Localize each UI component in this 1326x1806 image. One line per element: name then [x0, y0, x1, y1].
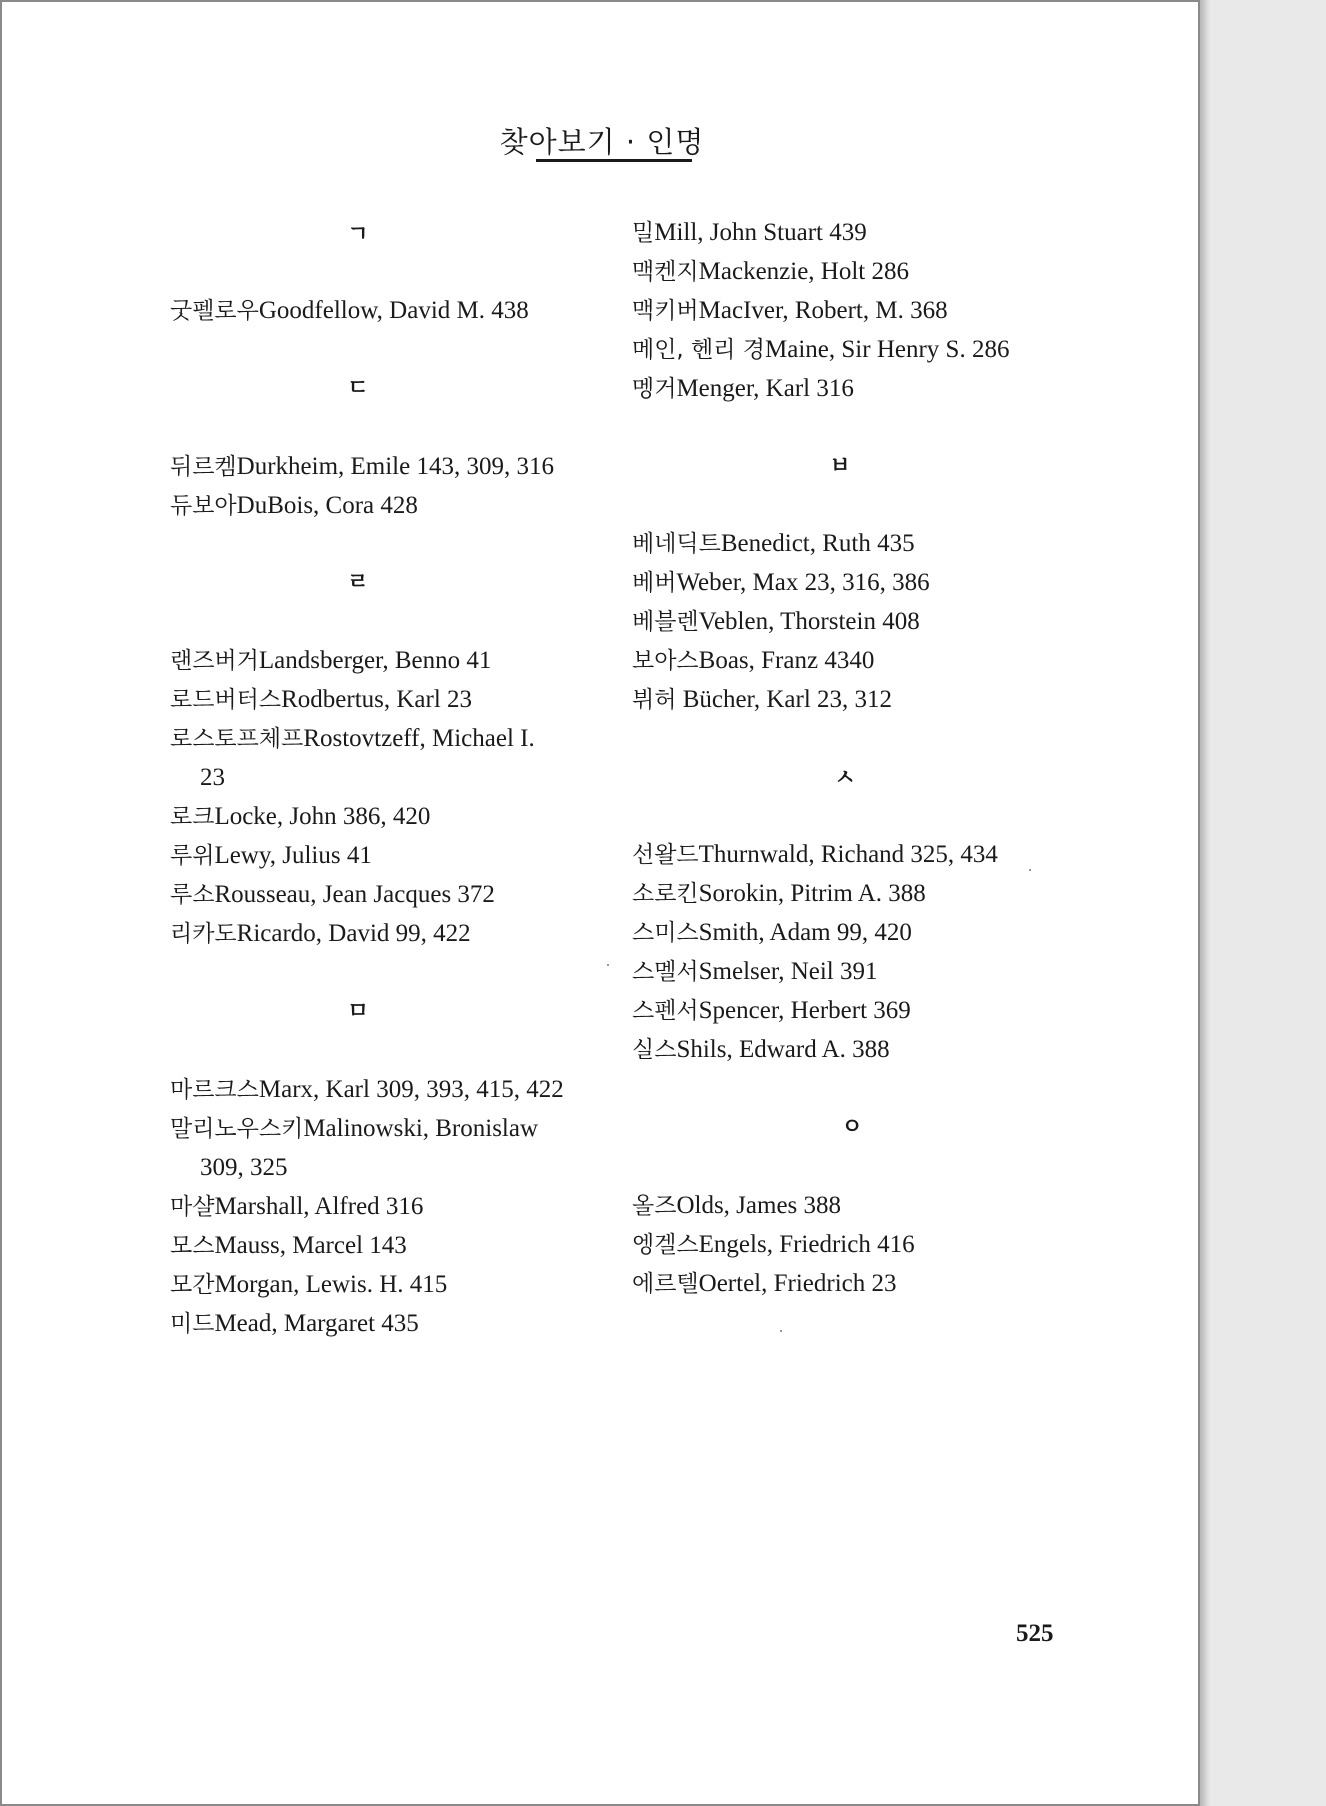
entry-text: Rodbertus, Karl 23	[281, 686, 473, 713]
index-entry	[632, 840, 998, 870]
index-entry	[632, 374, 854, 404]
entry-korean: 로크	[170, 804, 215, 830]
page-number: 525	[1016, 1620, 1054, 1647]
entry-text: Ricardo, David 99, 422	[236, 920, 471, 947]
entry-korean: 실스	[632, 1037, 677, 1063]
entry-text: Spencer, Herbert 369	[698, 997, 911, 1024]
entry-korean: 맥키버	[632, 298, 699, 324]
entry-text: Goodfellow, David M. 438	[258, 297, 529, 324]
index-entry	[632, 1230, 915, 1260]
section-letter-rieul: ㄹ	[347, 570, 369, 595]
section-letter-bieup: ㅂ	[829, 454, 851, 479]
entry-text: Marshall, Alfred 316	[214, 1193, 424, 1220]
entry-text: Lewy, Julius 41	[214, 842, 372, 869]
section-letter-giyeok: ㄱ	[347, 222, 369, 247]
index-entry	[170, 802, 430, 832]
entry-korean: 밀	[632, 220, 655, 246]
page-edge-shadow	[1200, 0, 1210, 1806]
entry-korean: 스펜서	[632, 998, 699, 1024]
entry-text: Veblen, Thorstein 408	[698, 608, 920, 635]
entry-korean: 올즈	[632, 1193, 677, 1219]
entry-text: Maine, Sir Henry S. 286	[765, 336, 1010, 363]
entry-korean: 랜즈버거	[170, 648, 259, 674]
index-entry	[170, 1231, 407, 1261]
entry-korean: 마샬	[170, 1194, 215, 1220]
entry-korean: 모스	[170, 1233, 215, 1259]
index-entry	[632, 1191, 841, 1221]
index-entry	[632, 296, 948, 326]
entry-korean: 선왈드	[632, 842, 699, 868]
entry-text: Rousseau, Jean Jacques 372	[214, 881, 495, 908]
index-entry	[170, 685, 472, 715]
entry-text: Weber, Max 23, 316, 386	[676, 569, 930, 596]
section-letter-digeut: ㄷ	[347, 376, 369, 401]
entry-korean: 보아스	[632, 648, 699, 674]
index-entry	[170, 1192, 423, 1222]
entry-text: Shils, Edward A. 388	[676, 1036, 890, 1063]
entry-text: Menger, Karl 316	[676, 375, 854, 402]
entry-text: Smelser, Neil 391	[698, 958, 878, 985]
entry-korean: 로스토프체프	[170, 726, 304, 752]
index-entry	[632, 918, 912, 948]
index-entry	[170, 1309, 419, 1339]
entry-korean: 뒤르켐	[170, 454, 237, 480]
index-entry	[632, 646, 874, 676]
entry-korean: 메인, 헨리 경	[632, 337, 766, 363]
entry-text: Rostovtzeff, Michael I.	[303, 725, 535, 752]
index-entry	[632, 529, 915, 559]
index-entry	[632, 685, 892, 715]
entry-korean: 에르텔	[632, 1271, 699, 1297]
section-letter-ieung: ㅇ	[841, 1115, 863, 1140]
entry-text: Durkheim, Emile 143, 309, 316	[236, 453, 554, 480]
entry-text: Mauss, Marcel 143	[214, 1232, 407, 1259]
entry-korean: 듀보아	[170, 493, 237, 519]
index-entry	[632, 879, 926, 909]
entry-continuation	[170, 763, 225, 793]
page-title: 찾아보기 · 인명	[499, 125, 705, 159]
scan-speck	[607, 964, 609, 966]
entry-korean: 굿펠로우	[170, 298, 259, 324]
entry-text: Morgan, Lewis. H. 415	[214, 1271, 448, 1298]
entry-korean: 모간	[170, 1272, 215, 1298]
index-entry	[170, 724, 535, 754]
entry-text: Marx, Karl 309, 393, 415, 422	[258, 1076, 564, 1103]
entry-korean: 베버	[632, 570, 677, 596]
index-entry	[170, 491, 418, 521]
entry-pages: 23	[200, 764, 225, 791]
entry-text: Engels, Friedrich 416	[698, 1231, 915, 1258]
entry-korean: 엥겔스	[632, 1232, 699, 1258]
entry-pages: 309, 325	[200, 1154, 288, 1181]
entry-text: Benedict, Ruth 435	[720, 530, 915, 557]
section-letter-mieum: ㅁ	[347, 999, 369, 1024]
entry-korean: 미드	[170, 1311, 215, 1337]
entry-text: Thurnwald, Richand 325, 434	[698, 841, 998, 868]
entry-continuation	[170, 1153, 288, 1183]
entry-text: Olds, James 388	[676, 1192, 842, 1219]
index-entry	[632, 335, 1009, 365]
entry-text: Mill, John Stuart 439	[654, 219, 867, 246]
section-letter-siot: ㅅ	[834, 766, 856, 791]
index-entry	[170, 880, 495, 910]
index-entry	[632, 957, 878, 987]
entry-text: Mackenzie, Holt 286	[698, 258, 910, 285]
entry-text: Smith, Adam 99, 420	[698, 919, 912, 946]
index-entry	[632, 1269, 897, 1299]
entry-text: Boas, Franz 4340	[698, 647, 875, 674]
entry-korean: 마르크스	[170, 1077, 259, 1103]
index-entry	[170, 1114, 538, 1144]
entry-korean: 말리노우스키	[170, 1116, 304, 1142]
entry-text: DuBois, Cora 428	[236, 492, 418, 519]
index-entry	[632, 568, 930, 598]
scan-speck	[780, 1330, 782, 1332]
entry-text: MacIver, Robert, M. 368	[698, 297, 948, 324]
index-entry	[632, 607, 920, 637]
index-entry	[170, 452, 554, 482]
entry-korean: 멩거	[632, 376, 677, 402]
entry-korean: 스멜서	[632, 959, 699, 985]
index-entry	[170, 296, 529, 326]
entry-text: Oertel, Friedrich 23	[698, 1270, 897, 1297]
index-entry	[170, 1270, 447, 1300]
entry-text: Malinowski, Bronislaw	[303, 1115, 539, 1142]
index-entry	[632, 257, 909, 287]
index-entry	[632, 1035, 890, 1065]
entry-korean: 로드버터스	[170, 687, 282, 713]
entry-text: Landsberger, Benno 41	[258, 647, 492, 674]
entry-text: Sorokin, Pitrim A. 388	[698, 880, 926, 907]
entry-text: Locke, John 386, 420	[214, 803, 431, 830]
index-entry	[632, 996, 911, 1026]
scan-speck	[1029, 869, 1031, 871]
index-entry	[632, 218, 867, 248]
entry-korean: 뷔허	[632, 687, 677, 713]
entry-korean: 루위	[170, 843, 215, 869]
entry-korean: 소로킨	[632, 881, 699, 907]
entry-korean: 스미스	[632, 920, 699, 946]
entry-korean: 리카도	[170, 921, 237, 947]
title-underline	[536, 159, 692, 162]
entry-text: Bücher, Karl 23, 312	[676, 686, 893, 713]
index-entry	[170, 919, 471, 949]
index-entry	[170, 1075, 564, 1105]
index-entry	[170, 841, 372, 871]
entry-text: Mead, Margaret 435	[214, 1310, 419, 1337]
index-entry	[170, 646, 491, 676]
entry-korean: 베네딕트	[632, 531, 721, 557]
entry-korean: 맥켄지	[632, 259, 699, 285]
entry-korean: 루소	[170, 882, 215, 908]
entry-korean: 베블렌	[632, 609, 699, 635]
